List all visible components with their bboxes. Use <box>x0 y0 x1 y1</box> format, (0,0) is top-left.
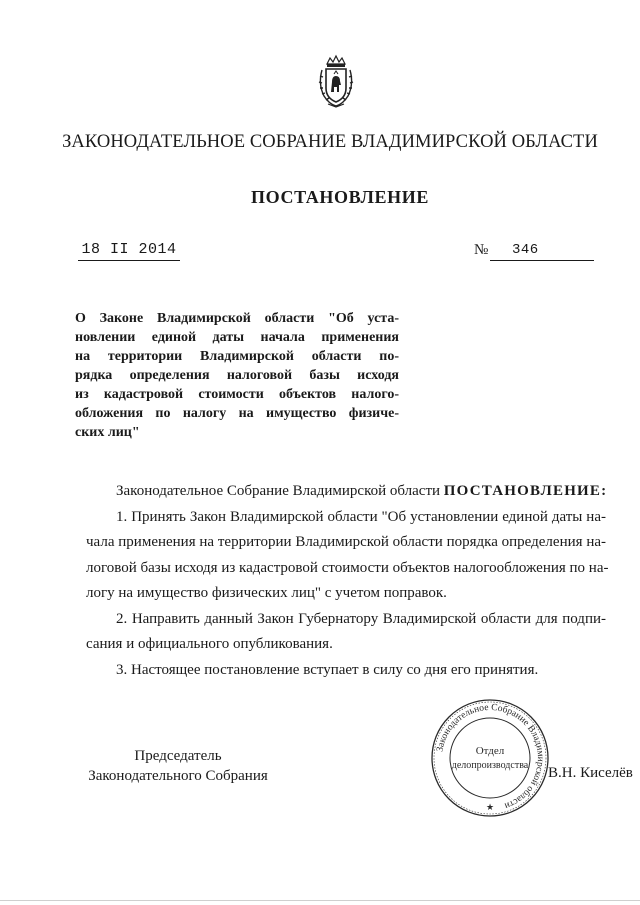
subject-line: рядка определения налоговой базы исходя <box>75 368 399 383</box>
number-label: № <box>474 242 489 258</box>
official-stamp <box>428 696 552 820</box>
preamble-text: Законодательное Собрание Владимирской области <box>116 483 441 499</box>
subject-line: обложения по налогу на имущество физиче- <box>75 406 399 421</box>
subject-line: на территории Владимирской области по- <box>75 349 399 364</box>
document-date: 18 II 2014 <box>78 240 180 261</box>
document-number: 346 <box>490 240 594 261</box>
subject-line: ских лиц" <box>75 425 140 440</box>
preamble-resolution: ПОСТАНОВЛЕНИЕ: <box>443 483 608 499</box>
subject-line: из кадастровой стоимости объектов налого- <box>75 387 399 402</box>
page-edge-line <box>0 900 640 901</box>
stamp-center-line: Отдел <box>475 745 505 757</box>
item-1-line: 1. Принять Закон Владимирской области "Об установлении единой даты на- <box>116 508 606 525</box>
document-subject <box>75 309 399 442</box>
item-2-line: 2. Направить данный Закон Губернатору Владимирской области для подпи- <box>116 610 606 627</box>
item-1-line: логовой базы исходя из кадастровой стоимости объектов налогообложения по на- <box>86 559 609 576</box>
subject-line: О Законе Владимирской области "Об уста- <box>75 311 399 326</box>
stamp-center-line: делопроизводства <box>451 760 529 771</box>
signatory-name: В.Н. Киселёв <box>548 765 633 781</box>
item-1-line: логу на имущество физических лиц" с учетом поправок. <box>86 585 447 601</box>
signatory-title-line: Законодательного Собрания <box>88 768 268 784</box>
organization-title: ЗАКОНОДАТЕЛЬНОЕ СОБРАНИЕ ВЛАДИМИРСКОЙ ОБЛАСТИ <box>62 132 598 152</box>
document-type: ПОСТАНОВЛЕНИЕ <box>251 187 429 207</box>
document-body <box>86 479 609 683</box>
stamp-ring-text: Законодательное Собрание Владимирской области <box>435 702 546 811</box>
item-1-line: чала применения на территории Владимирской области порядка определения на- <box>86 534 606 550</box>
preamble <box>86 479 606 505</box>
signatory-title <box>78 746 278 786</box>
subject-line: новлении единой даты начала применения <box>75 330 399 345</box>
signatory-title-line: Председатель <box>134 748 222 764</box>
star-icon: ★ <box>485 802 495 812</box>
item-2-line: сания и официального опубликования. <box>86 636 333 652</box>
coat-of-arms-icon <box>314 54 358 108</box>
item-3: 3. Настоящее постановление вступает в силу со дня его принятия. <box>116 661 539 678</box>
